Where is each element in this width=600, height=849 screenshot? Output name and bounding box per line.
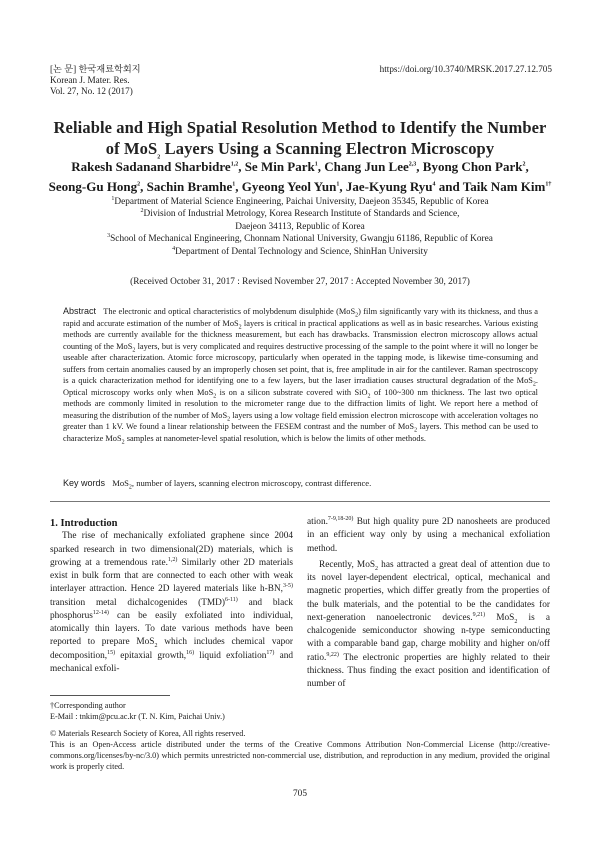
author-affiliation-mark: 4 [432,181,436,188]
author-name: Taik Nam Kim [462,179,546,194]
intro-paragraph-1-continued [307,516,550,556]
copyright-line: © Materials Research Society of Korea, All rights reserved. [50,729,246,738]
intro-text-run: 2 [514,618,518,625]
intro-text-run: The rise of mechanically exfoliated graphene since 2004 sparked research in two dimensional(2D) materials, which is growing at a tremendous rate. [50,531,293,568]
license-text: This is an Open-Access article distributed under the terms of the Creative Commons Attribution Non-Commercial License (http://creative-commons.org/licenses/by-nc/3.0) which permits unrestricted non-commercial use, distribution, and reproduction in any medium, provided the original work is properly cited. [50,740,550,771]
abstract-text-run: 2 [227,416,231,423]
author-name: Chang Jun Lee [324,159,409,174]
author-separator: , [416,159,423,174]
journal-name-korean: [논 문] 한국재료학회지 [50,64,141,74]
intro-text-run: 6-11) [225,596,238,603]
author-affiliation-mark: 2 [137,181,141,188]
affiliation-line [40,208,560,220]
abstract-text-run: of 100~300 nm thickness. The last two optical methods are commonly limited in resolution to the micrometer range due to the diffraction limits of light. We report here a method of measuring the distribution of the number of MoS [63,387,538,420]
intro-text-run: epitaxial growth, [115,650,187,661]
abstract [63,306,538,445]
intro-text-run: 9,22) [326,651,339,658]
journal-volume: Vol. 27, No. 12 (2017) [50,86,133,96]
intro-paragraph-1 [50,530,293,676]
affiliation-line [40,246,560,258]
left-column [50,517,293,676]
author-separator: , [525,159,529,174]
author-name: Byong Chon Park [422,159,523,174]
author-name: Rakesh Sadanand Sharbidre [71,159,231,174]
author-list [34,157,566,197]
intro-text-run: Recently, MoS [319,559,376,570]
abstract-text-run: 2 [132,347,136,354]
author-separator: and [435,179,463,194]
affiliation-text: Daejeon 34113, Republic of Korea [235,221,365,232]
abstract-text-run: 2 [213,393,217,400]
affiliation-text: Division of Industrial Metrology, Korea Research Institute of Standards and Science, [143,209,460,220]
title-line-1: Reliable and High Spatial Resolution Method to Identify the Number [53,118,547,137]
intro-text-run: ation. [307,517,328,527]
intro-text-run: 9,21) [472,611,486,618]
corresponding-author-note [50,700,225,722]
intro-text-run: But high quality pure 2D nanosheets are produced in an efficient way only by using a mechanical exfoliation method. [307,517,550,554]
right-column [307,516,550,691]
abstract-text-run: layers is critical in practical applications as well as in basic researches. Various existing methods are currently available for the thickness measurement, but each has drawbacks. Transmission electron microscopy allows actual counting of the MoS [63,318,538,351]
author-separator: , [140,179,147,194]
abstract-text-run: is on a silicon substrate covered with SiO [216,387,368,397]
intro-text-run: transition metal dichalcogenides (TMD) [50,597,225,608]
title-line-2: of MoS$_2$ Layers Using a Scanning Electron Microscopy [105,139,495,161]
author-affiliation-mark: 1† [545,181,552,188]
author-line-2 [34,177,566,197]
footnote-divider [50,695,170,696]
abstract-text-run: 2 [367,393,371,400]
page-number: 705 [293,789,307,799]
abstract-text-run: samples at nanometer-level spatial resolution, which is below the limits of other methods. [124,434,426,444]
corresponding-author-label: †Corresponding author [50,701,126,710]
affiliation-line [40,233,560,245]
license-note [50,728,550,772]
author-affiliation-mark: 1 [314,161,318,168]
author-name: Sachin Bramhe [146,179,233,194]
author-affiliation-mark: 2 [522,161,526,168]
author-separator: , [317,159,325,174]
abstract-text-run: 2 [532,381,536,388]
corresponding-author-email: E-Mail : tnkim@pcu.ac.kr (T. N. Kim, Paichai Univ.) [50,712,225,721]
affiliation-mark: 2 [140,208,144,215]
keywords-text-run: 2 [128,484,132,491]
keywords-text [112,478,372,491]
intro-text-run: and black phosphorus [50,597,293,621]
author-separator: , [238,159,245,174]
journal-name-english: Korean J. Mater. Res. [50,75,130,85]
abstract-text-run: layers using a low voltage field emission electron microscope with acceleration voltages no greater than 1 kV. We found a linear relationship between the FESEM contrast and the number of MoS [63,410,539,432]
author-separator: , [235,179,242,194]
doi-link[interactable]: https://doi.org/10.3740/MRSK.2017.27.12.705 [379,64,552,74]
abstract-text-run: layers, but is very complicated and requires destructive processing of the sample to the point where it will no longer be useable after characterization. Atomic force microscopy, particularly when operated in the tapping mode, is likewise time-consuming and suffers from certain anomalies caused by an improperly chosen set point, that is, free amplitude in air for the cantilever. Raman spectroscopy is a quick characterization method for identifying one to a few layers, but the laser irradiation causes structural degradation of the MoS [63,341,538,386]
paper-title [30,117,570,159]
intro-text-run: Similarly other 2D materials exist in bulk form that are connected to each other with weak interlayer attraction. Hence 2D layered materials like h-BN, [50,557,293,595]
keywords [63,478,538,491]
abstract-text-run: 2 [414,428,418,435]
abstract-text-run: layers. This method can be used to characterize MoS [63,422,538,444]
abstract-text-run: 2 [238,324,242,331]
intro-text-run: 15) [107,649,116,656]
intro-text-run: can be easily exfoliated into individual, atomically thin layers. To date various methods have been reported to prepare MoS [50,610,293,648]
keywords-text-run: MoS [112,478,129,488]
author-name: Seong-Gu Hong [48,179,138,194]
abstract-text [63,307,539,446]
intro-text-run: has attracted a great deal of attention due to its novel layer-dependent electrical, optical, mechanical and magnetic properties, which differ greatly from the properties of the bulk materials, and the potential to be the candidates for next-generation nanoelectronic devices. [307,559,550,623]
intro-text-run: The electronic properties are highly related to their thickness. Thus finding the exact position and identification of number of [307,652,550,689]
affiliation-text: Department of Material Science Engineering, Paichai University, Daejeon 35345, Republic of Korea [114,197,489,207]
author-name: Gyeong Yeol Yun [241,179,337,194]
abstract-text-run: The electronic and optical characteristics of molybdenum disulphide (MoS [103,307,356,316]
intro-text-run: 16) [186,649,195,656]
affiliation-text: School of Mechanical Engineering, Chonnam National University, Gwangju 61186, Republic of Korea [110,234,493,245]
intro-text-run: 3-5) [283,583,293,590]
abstract-text-run: ) film significantly vary with its thickness, and thus a rapid and accurate estimation of the number of MoS [63,307,538,328]
abstract-text-run: 2 [121,439,125,446]
intro-text-run: which includes chemical vapor decomposition, [50,637,293,661]
intro-text-run: 2 [375,565,379,572]
intro-text-run: 1,2) [167,556,178,563]
author-separator: , [339,179,346,194]
intro-text-run: 12-14) [92,609,109,616]
author-affiliation-mark: 1 [336,181,340,188]
affiliations [40,196,560,258]
author-affiliation-mark: 1,2 [230,161,239,168]
intro-text-run: 17) [266,649,275,656]
intro-text-run: liquid exfoliation [194,650,267,661]
intro-text-run: 7-9,18-20) [327,515,354,522]
affiliation-mark: 4 [172,245,176,252]
intro-text-run: and mechanical exfoli- [50,650,293,674]
intro-paragraph-2 [307,559,550,692]
affiliation-line [40,221,560,233]
keywords-label: Key words [63,478,106,488]
section-divider [50,501,550,502]
journal-header [50,64,141,97]
intro-text-run: 2 [154,643,158,650]
author-affiliation-mark: 2,3 [408,161,417,168]
author-affiliation-mark: 1 [232,181,236,188]
section-heading: 1. Introduction [50,518,118,529]
affiliation-mark: 3 [107,233,111,240]
author-line-1 [34,157,566,177]
intro-text-run: MoS [485,612,515,623]
author-name: Se Min Park [244,159,315,174]
keywords-text-run: , number of layers, scanning electron microscopy, contrast difference. [131,478,372,488]
intro-text-run: is a chalcogenide semiconductor showing n-type semiconducting with a comparable band gap, charge mobility and higher on/off ratio. [307,612,550,663]
received-dates: (Received October 31, 2017 : Revised November 27, 2017 : Accepted November 30, 2017) [130,277,470,287]
author-name: Jae-Kyung Ryu [345,179,433,194]
abstract-text-run: . Optical microscopy works only when MoS [63,376,538,397]
affiliation-mark: 1 [111,195,115,202]
affiliation-line [40,196,560,208]
abstract-text-run: 2 [355,312,359,319]
abstract-label: Abstract [63,306,97,316]
affiliation-text: Department of Dental Technology and Science, ShinHan University [175,246,428,257]
